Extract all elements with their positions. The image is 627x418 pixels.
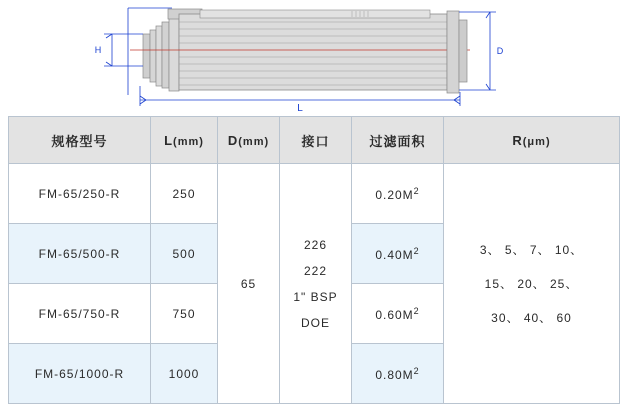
column-header-filter-area: 过滤面积 (352, 117, 444, 164)
product-technical-drawing (0, 0, 627, 112)
specification-table-wrapper (8, 116, 619, 404)
rating-line-3: 30、 40、 60 (491, 310, 572, 325)
cell-diameter-merged: 65 (218, 164, 280, 404)
column-header-diameter: D(mm) (218, 117, 280, 164)
cell-model: FM-65/250-R (9, 164, 151, 224)
cell-length: 500 (151, 224, 218, 284)
cell-model: FM-65/500-R (9, 224, 151, 284)
dimension-label-d: D (496, 46, 504, 56)
cell-interface-merged (280, 164, 352, 404)
dimension-label-l: L (297, 103, 303, 112)
cell-model: FM-65/750-R (9, 284, 151, 344)
table-body (9, 164, 620, 404)
interface-line-3: 1" BSP (293, 289, 338, 304)
cell-filter-area: $0.20M^2$ (352, 164, 444, 224)
cell-length: 750 (151, 284, 218, 344)
filter-body (130, 9, 470, 93)
specification-table (8, 116, 620, 404)
rating-line-2: 15、 20、 25、 (484, 276, 579, 291)
column-header-rating: R(μm) (444, 117, 620, 164)
column-header-length: L(mm) (151, 117, 218, 164)
interface-line-1: 226 (303, 237, 328, 252)
cell-length: 250 (151, 164, 218, 224)
table-row (9, 164, 620, 224)
interface-line-2: 222 (303, 263, 328, 278)
cell-filter-area: $0.40M^2$ (352, 224, 444, 284)
cell-model: FM-65/1000-R (9, 344, 151, 404)
cell-filter-area: $0.60M^2$ (352, 284, 444, 344)
cell-length: 1000 (151, 344, 218, 404)
dimension-label-h: H (94, 45, 102, 55)
table-header-row (9, 117, 620, 164)
interface-line-4: DOE (300, 315, 330, 330)
column-header-interface: 接口 (280, 117, 352, 164)
cell-rating-merged (444, 164, 620, 404)
rating-line-1: 3、 5、 7、 10、 (479, 242, 584, 257)
table-header (9, 117, 620, 164)
cell-filter-area: $0.80M^2$ (352, 344, 444, 404)
drawing-svg (0, 0, 627, 112)
column-header-model: 规格型号 (9, 117, 151, 164)
